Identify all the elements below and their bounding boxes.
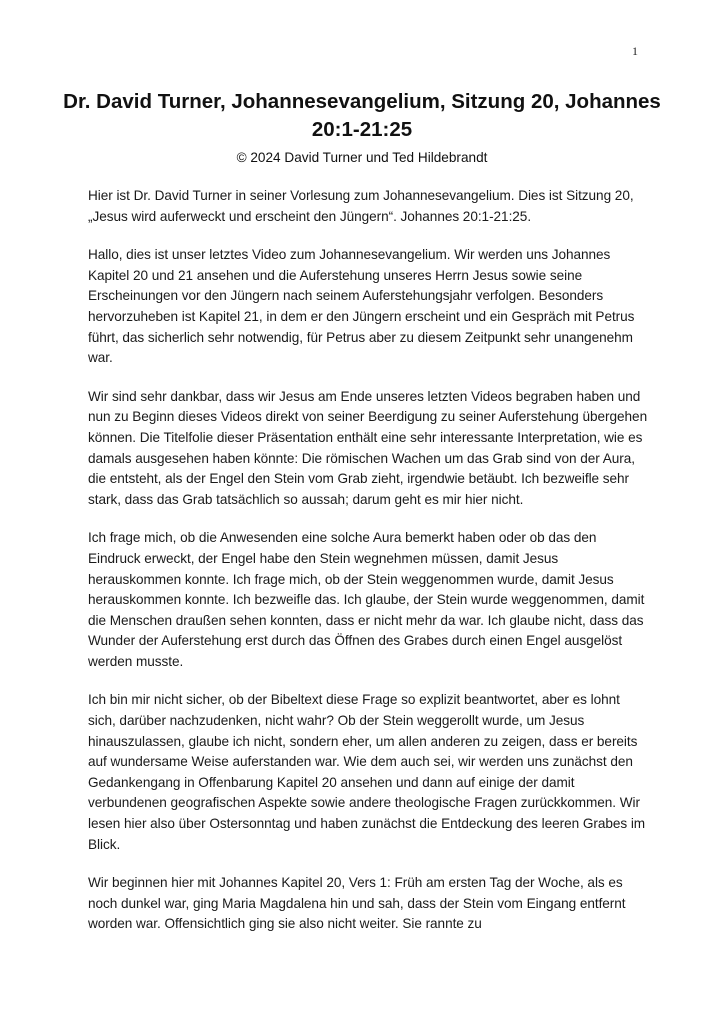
paragraph: Ich frage mich, ob die Anwesenden eine solche Aura bemerkt haben oder ob das den Eindruck erweckt, der Engel habe den Stein wegnehmen müssen, damit Jesus herauskommen konnte. Ich frage mich, ob der Stein weggenommen wurde, damit Jesus herauskommen konnte. Ich bezweifle das. Ich glaube, der Stein wurde weggenommen, damit die Menschen draußen sehen konnten, dass er nicht mehr da war. Ich glaube nicht, dass das Wunder der Auferstehung erst durch das Öffnen des Grabes durch einen Engel ausgelöst werden musste.: [88, 530, 645, 669]
paragraph: Wir beginnen hier mit Johannes Kapitel 20, Vers 1: Früh am ersten Tag der Woche, als es noch dunkel war, ging Maria Magdalena hin und sah, dass der Stein vom Eingang entfernt worden war. Offensichtlich ging sie also nicht weiter. Sie rannte zu: [88, 875, 626, 932]
paragraph: Hallo, dies ist unser letztes Video zum Johannesevangelium. Wir werden uns Johannes Kapitel 20 und 21 ansehen und die Auferstehung unseres Herrn Jesus sowie seine Erscheinungen vor den Jüngern nach seinem Auferstehungsjahr verfolgen. Besonders hervorzuheben ist Kapitel 21, in dem er den Jüngern erscheint und ein Gespräch mit Petrus führt, das sicherlich sehr notwendig, für Petrus aber zu diesem Zeitpunkt sehr unangenehm war.: [88, 247, 635, 366]
document-body: [88, 186, 648, 953]
page-number: 1: [632, 44, 638, 58]
paragraph: Wir sind sehr dankbar, dass wir Jesus am Ende unseres letzten Videos begraben haben und nun zu Beginn dieses Videos direkt von seiner Beerdigung zu seiner Auferstehung übergehen können. Die Titelfolie dieser Präsentation enthält eine sehr interessante Interpretation, wie es damals ausgesehen haben könnte: Die römischen Wachen um das Grab sind von der Aura, die entsteht, als der Engel den Stein vom Grab zieht, irgendwie betäubt. Ich bezweifle sehr stark, dass das Grab tatsächlich so aussah; darum geht es mir hier nicht.: [88, 388, 648, 507]
document-title: Dr. David Turner, Johannesevangelium, Sitzung 20, Johannes 20:1-21:25: [63, 90, 661, 141]
copyright-line: © 2024 David Turner und Ted Hildebrandt: [236, 150, 488, 165]
paragraph: Hier ist Dr. David Turner in seiner Vorlesung zum Johannesevangelium. Dies ist Sitzung 20, „Jesus wird auferweckt und erscheint den Jüngern“. Johannes 20:1-21:25.: [88, 188, 634, 224]
paragraph: Ich bin mir nicht sicher, ob der Bibeltext diese Frage so explizit beantwortet, aber es lohnt sich, darüber nachzudenken, nicht wahr? Ob der Stein weggerollt wurde, um Jesus hinauszulassen, glaube ich nicht, sondern eher, um allen anderen zu zeigen, dass er bereits auf wundersame Weise auferstanden war. Wie dem auch sei, wir werden uns zunächst den Gedankengang in Offenbarung Kapitel 20 ansehen und dann auf einige der damit verbundenen geografischen Aspekte sowie andere theologische Fragen zurückkommen. Wir lesen hier also über Ostersonntag und haben zunächst die Entdeckung des leeren Grabes im Blick.: [88, 692, 646, 852]
